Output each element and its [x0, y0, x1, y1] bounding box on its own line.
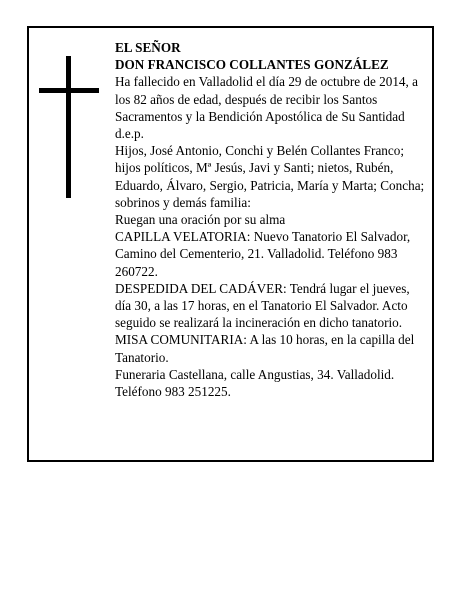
cross-horizontal-bar — [39, 88, 99, 93]
deceased-name: DON FRANCISCO COLLANTES GONZÁLEZ — [115, 57, 389, 73]
notice-text — [115, 39, 425, 400]
cross-icon — [39, 56, 99, 198]
death-announcement: Ha fallecido en Valladolid el día 29 de octubre de 2014, a los 82 años de edad, después de recibir los Santos Sacramentos y la Bendición Apostólica de Su Santidad d.e.p. — [115, 74, 418, 142]
funeral-home-info: Funeraria Castellana, calle Angustias, 34. Valladolid. Teléfono 983 251225. — [115, 366, 395, 400]
mass-info: MISA COMUNITARIA: A las 10 horas, en la capilla del Tanatorio. — [115, 332, 415, 365]
wake-chapel-info: CAPILLA VELATORIA: Nuevo Tanatorio El Salvador, Camino del Cementerio, 21. Valladolid. Teléfono 983 260722. — [115, 229, 411, 279]
farewell-info: DESPEDIDA DEL CADÁVER: Tendrá lugar el jueves, día 30, a las 17 horas, en el Tanatorio El Salvador. Acto seguido se realizará la incineración en dicho tanatorio. — [115, 280, 410, 331]
family-list: Hijos, José Antonio, Conchi y Belén Collantes Franco; hijos políticos, Mª Jesús, Javi y Santi; nietos, Rubén, Eduardo, Álvaro, Sergio, Patricia, María y Marta; Concha; sobrinos y demás familia: — [115, 143, 425, 210]
prayer-request: Ruegan una oración por su alma — [115, 212, 286, 228]
cross-vertical-bar — [66, 56, 71, 198]
heading-title: EL SEÑOR — [115, 40, 181, 55]
obituary-notice — [27, 26, 434, 462]
